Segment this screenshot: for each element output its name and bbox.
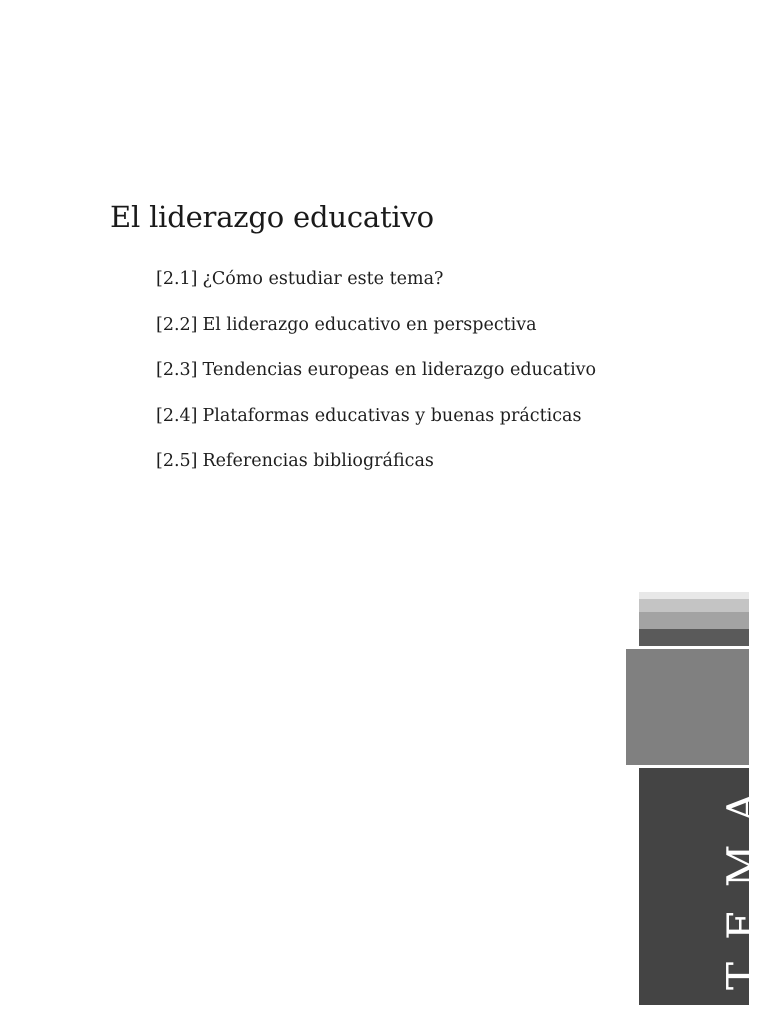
toc-item — [156, 403, 596, 449]
toc-item-number: [2.2] — [156, 314, 198, 335]
toc-item-label: Tendencias europeas en liderazgo educativo — [202, 360, 597, 380]
decorative-band-light — [639, 599, 749, 612]
page-title: El liderazgo educativo — [110, 200, 434, 234]
toc-item-number: [2.5] — [156, 451, 198, 471]
table-of-contents — [156, 266, 596, 494]
toc-item-number: [2.1] — [156, 269, 198, 289]
toc-item-label: Plataformas educativas y buenas prácticas — [202, 405, 582, 426]
decorative-band-lightest — [639, 592, 749, 599]
toc-item-label: Referencias bibliográficas — [202, 451, 434, 471]
decorative-band-mid — [639, 612, 749, 629]
toc-item — [156, 266, 596, 312]
decorative-band-dark — [639, 629, 749, 646]
toc-item-label: El liderazgo educativo en perspectiva — [202, 314, 537, 335]
decorative-gray-block — [626, 649, 749, 765]
toc-item — [156, 357, 596, 403]
toc-item-label: ¿Cómo estudiar este tema? — [202, 269, 444, 289]
toc-item — [156, 312, 596, 358]
toc-item-number: [2.4] — [156, 405, 198, 426]
tema-side-label: TEMA — [718, 769, 767, 990]
toc-item-number: [2.3] — [156, 360, 198, 380]
toc-item — [156, 448, 596, 494]
